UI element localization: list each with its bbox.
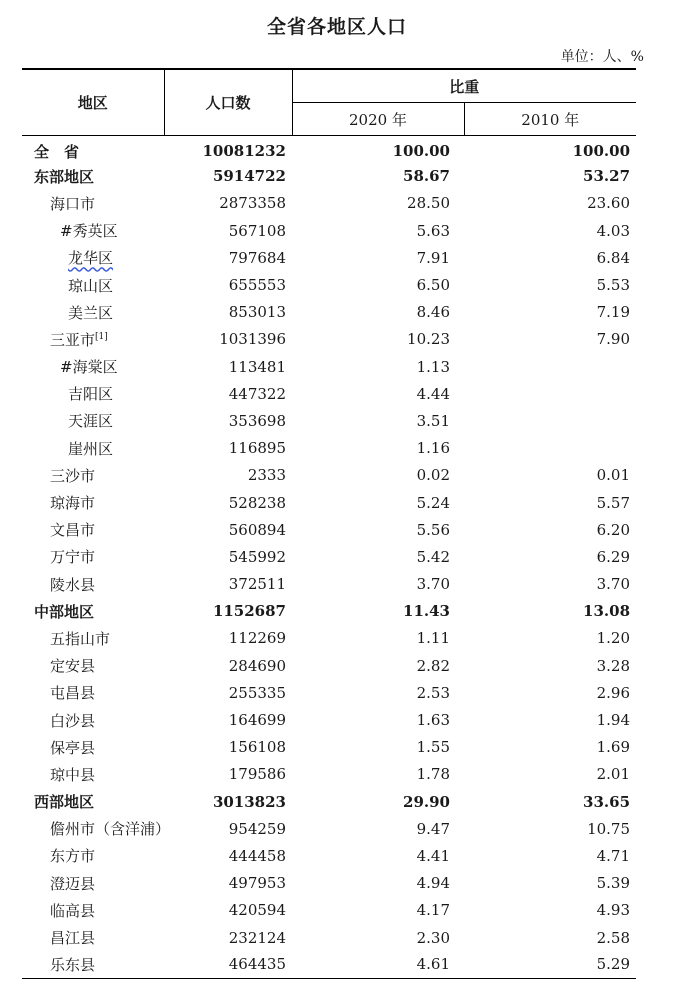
region-name: 龙华区 xyxy=(68,249,114,268)
share-2010-cell: 2.58 xyxy=(596,928,631,947)
region-name: 三亚市 xyxy=(50,330,96,349)
population-cell: 353698 xyxy=(228,411,286,430)
region-cell xyxy=(22,571,164,598)
share-2010-cell: 2.96 xyxy=(596,683,631,702)
region-name: 天涯区 xyxy=(68,412,114,431)
region-name: 三沙市 xyxy=(50,466,96,485)
share-2010-cell: 1.94 xyxy=(596,711,631,730)
population-cell: 655553 xyxy=(228,276,286,295)
share-2020-cell: 1.78 xyxy=(416,765,450,784)
region-cell xyxy=(22,897,164,924)
population-cell: 528238 xyxy=(228,493,286,512)
region-cell xyxy=(22,163,164,190)
region-name: 东部地区 xyxy=(34,167,95,186)
table-row xyxy=(22,462,636,489)
header-year-2020: 2020 年 xyxy=(292,103,464,136)
table-row xyxy=(22,190,636,217)
population-cell: 560894 xyxy=(228,520,286,539)
population-cell: 567108 xyxy=(228,221,286,240)
region-name: 临高县 xyxy=(50,901,96,920)
population-cell: 255335 xyxy=(228,683,286,702)
region-name: 中部地区 xyxy=(34,602,95,621)
table-row xyxy=(22,217,636,244)
share-2020-cell: 2.53 xyxy=(416,683,450,702)
table-row xyxy=(22,380,636,407)
region-name: 琼山区 xyxy=(68,276,114,295)
table-row xyxy=(22,625,636,652)
share-2010-cell: 3.70 xyxy=(596,575,631,594)
population-cell: 113481 xyxy=(228,357,286,376)
region-name: 海口市 xyxy=(50,194,96,213)
region-name: #秀英区 xyxy=(60,222,118,241)
share-2020-cell: 3.70 xyxy=(416,575,450,594)
share-2010-cell: 4.03 xyxy=(596,221,631,240)
table-row xyxy=(22,435,636,462)
table-row xyxy=(22,734,636,761)
share-2010-cell xyxy=(464,435,636,462)
region-name: 乐东县 xyxy=(50,955,96,974)
region-name: 陵水县 xyxy=(50,575,96,594)
region-cell xyxy=(22,380,164,407)
table-row xyxy=(22,788,636,815)
population-cell: 545992 xyxy=(228,547,286,566)
region-name: 文昌市 xyxy=(50,521,96,540)
share-2010-cell: 33.65 xyxy=(583,792,631,811)
region-name: 全 省 xyxy=(34,142,80,161)
table-row xyxy=(22,897,636,924)
population-cell: 497953 xyxy=(228,874,286,893)
share-2020-cell: 5.63 xyxy=(416,221,450,240)
table-row xyxy=(22,163,636,190)
region-cell xyxy=(22,299,164,326)
region-name: 儋州市（含洋浦） xyxy=(50,820,171,839)
share-2010-cell: 6.84 xyxy=(596,248,631,267)
share-2020-cell: 5.42 xyxy=(416,547,450,566)
share-2010-cell: 100.00 xyxy=(572,142,631,161)
region-name: 五指山市 xyxy=(50,629,111,648)
header-region: 地区 xyxy=(22,69,164,136)
region-cell xyxy=(22,543,164,570)
population-cell: 1031396 xyxy=(219,330,286,349)
share-2020-cell: 11.43 xyxy=(403,602,450,621)
region-cell xyxy=(22,788,164,815)
share-2020-cell: 10.23 xyxy=(407,330,450,349)
population-cell: 116895 xyxy=(228,439,286,458)
region-cell xyxy=(22,407,164,434)
region-cell xyxy=(22,598,164,625)
table-title: 全省各地区人口 xyxy=(266,16,407,38)
table-row xyxy=(22,815,636,842)
share-2020-cell: 28.50 xyxy=(407,194,450,213)
table-row xyxy=(22,353,636,380)
region-name: 崖州区 xyxy=(68,439,114,458)
table-row xyxy=(22,543,636,570)
population-cell: 3013823 xyxy=(212,792,286,811)
population-cell: 156108 xyxy=(228,738,286,757)
table-row xyxy=(22,407,636,434)
share-2010-cell: 6.29 xyxy=(596,547,631,566)
table-row xyxy=(22,679,636,706)
population-cell: 179586 xyxy=(228,765,286,784)
population-cell: 2873358 xyxy=(219,194,286,213)
region-cell xyxy=(22,761,164,788)
region-cell xyxy=(22,244,164,271)
share-2010-cell: 7.90 xyxy=(596,330,631,349)
share-2020-cell: 4.44 xyxy=(416,384,450,403)
population-cell: 284690 xyxy=(228,656,286,675)
region-cell xyxy=(22,734,164,761)
population-cell: 464435 xyxy=(228,955,286,974)
population-cell: 112269 xyxy=(228,629,286,648)
share-2010-cell: 2.01 xyxy=(596,765,631,784)
share-2010-cell: 5.39 xyxy=(596,874,631,893)
population-cell: 232124 xyxy=(228,928,286,947)
share-2020-cell: 4.41 xyxy=(416,846,450,865)
population-cell: 5914722 xyxy=(212,167,286,186)
share-2010-cell: 0.01 xyxy=(596,466,631,485)
table-row xyxy=(22,516,636,543)
share-2020-cell: 9.47 xyxy=(416,819,450,838)
share-2010-cell: 1.20 xyxy=(596,629,631,648)
table-header xyxy=(22,69,636,136)
population-cell: 447322 xyxy=(228,384,286,403)
share-2020-cell: 2.82 xyxy=(416,656,450,675)
population-cell: 954259 xyxy=(228,819,286,838)
table-row xyxy=(22,706,636,733)
share-2010-cell: 23.60 xyxy=(587,194,631,213)
region-cell xyxy=(22,462,164,489)
table-row xyxy=(22,598,636,625)
region-cell xyxy=(22,190,164,217)
table-row xyxy=(22,924,636,951)
region-cell xyxy=(22,815,171,842)
region-name: 美兰区 xyxy=(68,303,114,322)
region-cell xyxy=(22,217,164,244)
region-name: 保亭县 xyxy=(50,738,96,757)
table-row xyxy=(22,870,636,897)
population-cell: 853013 xyxy=(228,303,286,322)
share-2020-cell: 2.30 xyxy=(416,928,450,947)
table-row xyxy=(22,299,636,326)
population-cell: 1152687 xyxy=(212,602,286,621)
share-2020-cell: 5.56 xyxy=(416,520,450,539)
region-name: 琼中县 xyxy=(50,765,96,784)
table-row xyxy=(22,842,636,869)
share-2020-cell: 100.00 xyxy=(392,142,450,161)
header-share: 比重 xyxy=(292,69,636,103)
region-cell xyxy=(22,951,164,978)
share-2020-cell: 8.46 xyxy=(416,303,450,322)
region-cell xyxy=(22,679,164,706)
table-body xyxy=(22,136,636,979)
share-2020-cell: 1.13 xyxy=(416,357,450,376)
share-2020-cell: 29.90 xyxy=(403,792,450,811)
table-row xyxy=(22,761,636,788)
region-cell xyxy=(22,326,164,353)
region-cell xyxy=(22,625,164,652)
share-2010-cell: 6.20 xyxy=(596,520,631,539)
table-row xyxy=(22,326,636,353)
header-population: 人口数 xyxy=(164,69,292,136)
table-row xyxy=(22,136,636,163)
region-name: 屯昌县 xyxy=(50,684,96,703)
share-2010-cell xyxy=(464,407,636,434)
population-cell: 372511 xyxy=(228,575,286,594)
population-table xyxy=(22,68,636,979)
table-row xyxy=(22,489,636,516)
share-2020-cell: 1.63 xyxy=(416,711,450,730)
share-2010-cell: 10.75 xyxy=(587,819,631,838)
region-cell xyxy=(22,706,164,733)
table-row xyxy=(22,951,636,978)
region-cell xyxy=(22,489,164,516)
region-name: 东方市 xyxy=(50,847,96,866)
share-2010-cell: 3.28 xyxy=(596,656,631,675)
share-2020-cell: 5.24 xyxy=(416,493,450,512)
share-2010-cell: 4.93 xyxy=(596,901,631,920)
share-2020-cell: 1.11 xyxy=(416,629,450,648)
region-name: #海棠区 xyxy=(60,358,118,377)
share-2020-cell: 58.67 xyxy=(403,167,450,186)
share-2020-cell: 7.91 xyxy=(416,248,450,267)
population-cell: 10081232 xyxy=(202,142,286,161)
share-2010-cell xyxy=(464,380,636,407)
region-cell xyxy=(22,353,164,380)
share-2020-cell: 4.17 xyxy=(416,901,450,920)
header-year-2010: 2010 年 xyxy=(521,110,580,129)
share-2020-cell: 3.51 xyxy=(416,411,450,430)
share-2010-cell: 5.29 xyxy=(596,955,631,974)
share-2020-cell: 4.94 xyxy=(416,874,450,893)
region-name: 昌江县 xyxy=(50,929,96,948)
region-cell xyxy=(22,136,164,163)
region-name: 澄迈县 xyxy=(50,874,96,893)
region-name: 琼海市 xyxy=(50,494,96,513)
region-cell xyxy=(22,516,164,543)
share-2010-cell: 4.71 xyxy=(596,846,631,865)
region-name: 万宁市 xyxy=(50,548,96,567)
unit-note: 单位：人、% xyxy=(560,49,644,65)
region-cell xyxy=(22,435,164,462)
population-cell: 2333 xyxy=(247,466,286,485)
table-row xyxy=(22,271,636,298)
share-2010-cell: 5.53 xyxy=(596,276,631,295)
share-2010-cell: 1.69 xyxy=(596,738,631,757)
region-cell xyxy=(22,842,164,869)
region-name: 白沙县 xyxy=(50,711,96,730)
region-name: 西部地区 xyxy=(34,793,95,812)
share-2010-cell: 7.19 xyxy=(596,303,631,322)
share-2020-cell: 6.50 xyxy=(416,276,450,295)
share-2010-cell xyxy=(464,353,636,380)
region-cell xyxy=(22,924,164,951)
region-cell xyxy=(22,870,164,897)
population-cell: 444458 xyxy=(228,846,286,865)
share-2010-cell: 5.57 xyxy=(596,493,631,512)
region-cell xyxy=(22,271,164,298)
footnote-marker: [1] xyxy=(95,331,108,342)
population-cell: 797684 xyxy=(228,248,286,267)
region-name: 吉阳区 xyxy=(68,385,114,404)
share-2020-cell: 1.55 xyxy=(416,738,450,757)
table-row xyxy=(22,652,636,679)
share-2020-cell: 1.16 xyxy=(416,439,450,458)
share-2020-cell: 4.61 xyxy=(416,955,450,974)
table-row xyxy=(22,571,636,598)
table-row xyxy=(22,244,636,271)
region-name: 定安县 xyxy=(50,657,96,676)
region-cell xyxy=(22,652,164,679)
population-cell: 420594 xyxy=(228,901,286,920)
share-2010-cell: 53.27 xyxy=(583,167,631,186)
share-2020-cell: 0.02 xyxy=(416,466,450,485)
share-2010-cell: 13.08 xyxy=(583,602,631,621)
population-cell: 164699 xyxy=(228,711,286,730)
